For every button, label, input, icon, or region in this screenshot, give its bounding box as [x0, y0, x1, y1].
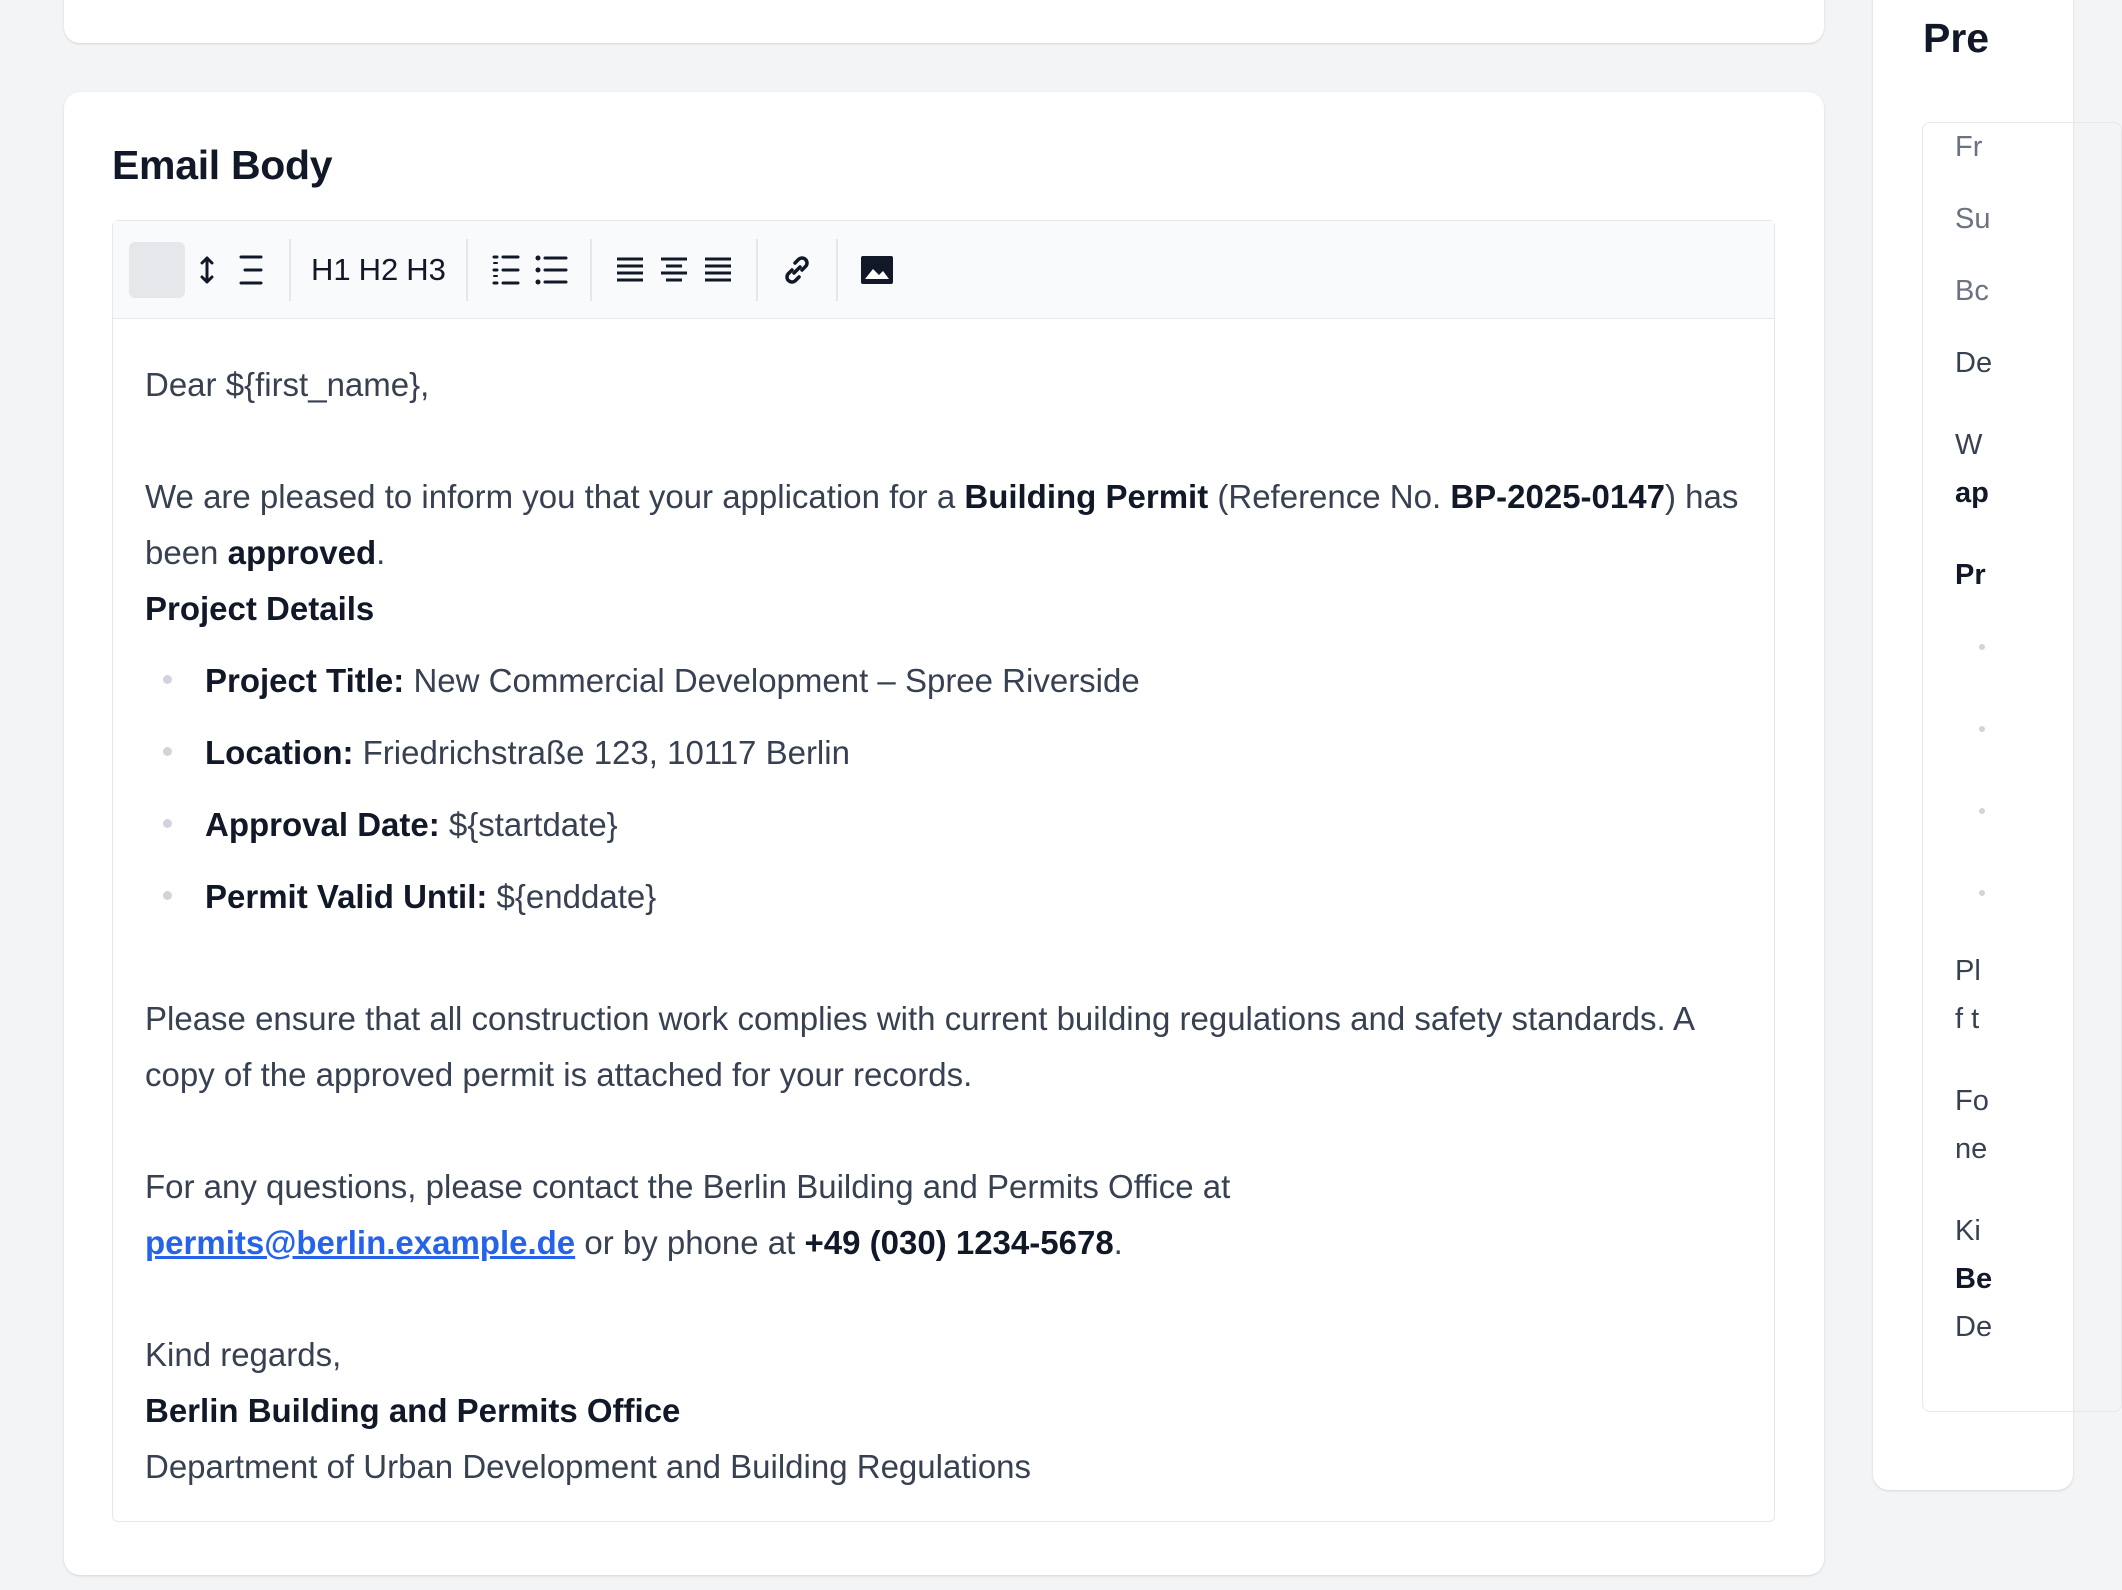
compliance-paragraph: Please ensure that all construction work complies with current building regulations and safety standards. A copy of the approved permit is attached for your records.	[145, 1000, 1694, 1093]
contact-phone: +49 (030) 1234-5678	[804, 1224, 1114, 1261]
insert-link-button[interactable]	[774, 242, 820, 298]
preview-line: Fo	[1955, 1085, 1989, 1117]
details-list	[145, 645, 1742, 933]
toolbar-divider	[590, 239, 592, 301]
align-center-button[interactable]	[652, 242, 696, 298]
heading-1-button[interactable]: H1	[311, 251, 351, 287]
signature-org: Berlin Building and Permits Office	[145, 1392, 681, 1429]
heading-2-button[interactable]: H2	[358, 251, 399, 287]
ordered-list-button[interactable]	[484, 242, 528, 298]
line-height-icon	[195, 255, 219, 285]
details-heading: Project Details	[145, 590, 375, 627]
align-justify-button[interactable]	[696, 242, 740, 298]
preview-card	[1873, 0, 2073, 1490]
ordered-list-icon	[491, 253, 521, 287]
closing: Kind regards,	[145, 1336, 342, 1373]
align-center-icon	[659, 256, 689, 284]
line-height-button[interactable]	[185, 242, 229, 298]
preview-line: Ki	[1955, 1215, 1981, 1247]
text-color-button[interactable]	[129, 242, 185, 298]
preview-bullet	[1979, 890, 1985, 896]
preview-panel	[1922, 122, 2122, 1412]
preview-subject: Su	[1955, 203, 1991, 235]
list-item: Approval Date: ${startdate}	[145, 789, 1742, 861]
contact-paragraph: For any questions, please contact the Berlin Building and Permits Office at permits@berlin.example.de or by phone at +49 (030) 1234-5678.	[145, 1168, 1231, 1261]
settings-card	[64, 0, 1824, 43]
preview-line: Pl	[1955, 955, 1981, 987]
greeting: Dear ${first_name},	[145, 366, 430, 403]
paragraph-spacing-button[interactable]	[229, 242, 273, 298]
email-body-card	[64, 92, 1824, 1575]
preview-line: Pr	[1955, 559, 1986, 591]
permit-type: Building Permit	[964, 478, 1209, 515]
list-item: Project Title: New Commercial Development – Spree Riverside	[145, 645, 1742, 717]
preview-bullet	[1979, 808, 1985, 814]
preview-line: ap	[1955, 477, 1989, 509]
rich-text-editor[interactable]	[112, 220, 1775, 1522]
section-title: Email Body	[112, 142, 333, 188]
preview-line: Be	[1955, 1263, 1993, 1295]
preview-bcc: Bc	[1955, 275, 1989, 307]
toolbar-divider	[836, 239, 838, 301]
approval-status: approved	[227, 534, 377, 571]
list-item: Permit Valid Until: ${enddate}	[145, 861, 1742, 933]
heading-3-button[interactable]: H3	[406, 251, 446, 287]
bullet-list-button[interactable]	[528, 242, 574, 298]
toolbar-divider	[466, 239, 468, 301]
email-body-content[interactable]	[113, 319, 1774, 1495]
image-icon	[860, 255, 894, 285]
align-left-button[interactable]	[608, 242, 652, 298]
paragraph-spacing-icon	[237, 254, 265, 286]
bullet-list-icon	[534, 253, 568, 287]
link-icon	[780, 253, 814, 287]
editor-toolbar	[113, 221, 1774, 319]
preview-line: De	[1955, 1311, 1993, 1343]
preview-bullet	[1979, 644, 1985, 650]
insert-image-button[interactable]	[854, 242, 900, 298]
preview-line: f t	[1955, 1003, 1980, 1035]
preview-line: W	[1955, 429, 1983, 461]
contact-email-link[interactable]: permits@berlin.example.de	[145, 1224, 576, 1261]
preview-line: De	[1955, 347, 1993, 379]
reference-number: BP-2025-0147	[1450, 478, 1665, 515]
intro-paragraph: We are pleased to inform you that your application for a Building Permit (Reference No. BP-2025-0147) has been approved.	[145, 478, 1739, 571]
toolbar-divider	[289, 239, 291, 301]
preview-title: Pre	[1923, 15, 1990, 61]
align-left-icon	[615, 256, 645, 284]
preview-bullet	[1979, 726, 1985, 732]
signature-dept: Department of Urban Development and Building Regulations	[145, 1448, 1032, 1485]
toolbar-divider	[756, 239, 758, 301]
preview-from: Fr	[1955, 131, 1983, 163]
preview-line: ne	[1955, 1133, 1988, 1165]
align-justify-icon	[703, 256, 733, 284]
list-item: Location: Friedrichstraße 123, 10117 Berlin	[145, 717, 1742, 789]
